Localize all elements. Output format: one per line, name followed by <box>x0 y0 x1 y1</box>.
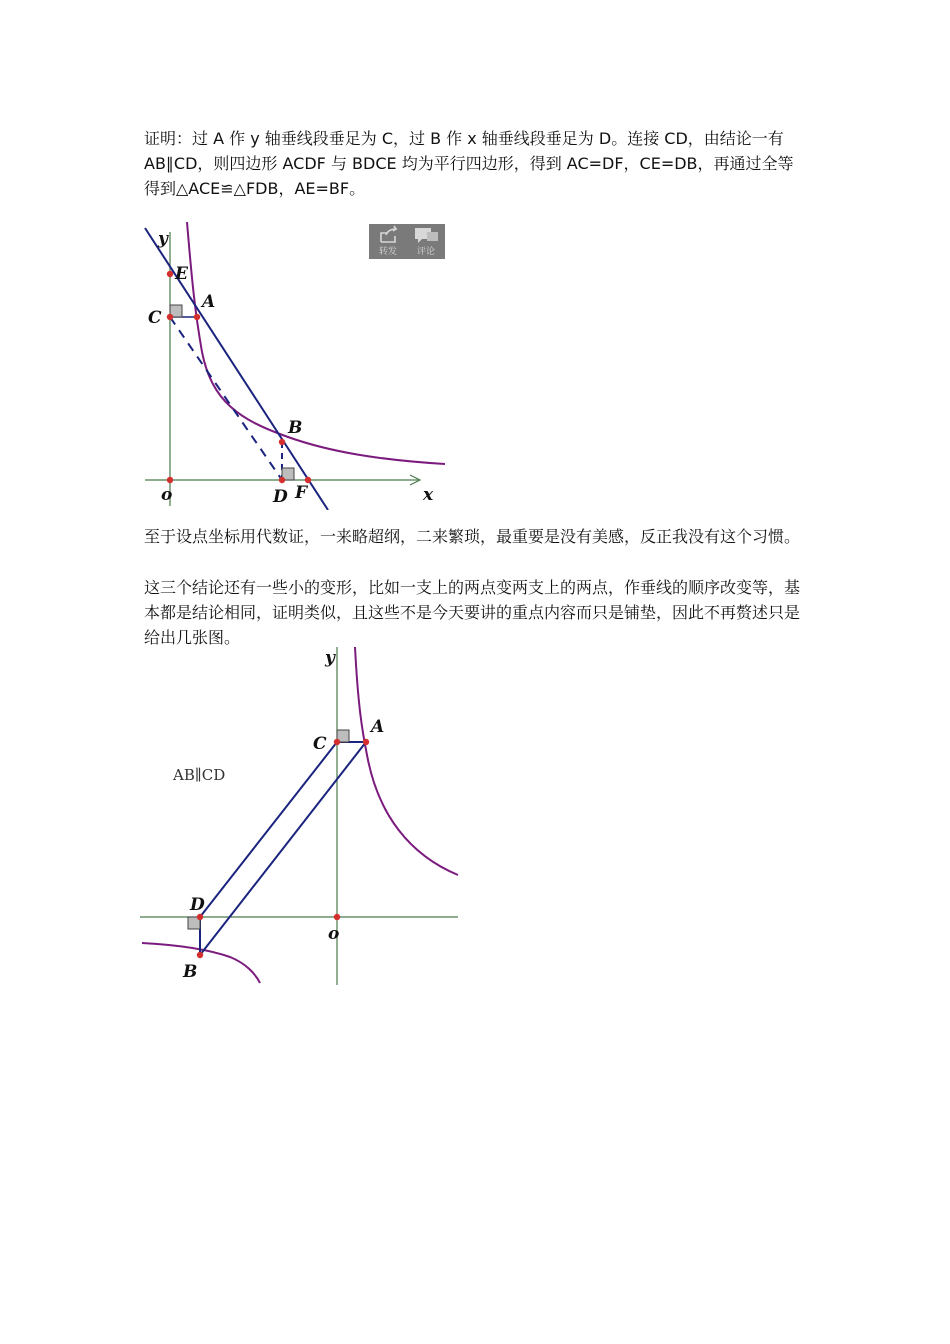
forward-button[interactable] <box>369 224 407 259</box>
point-b <box>197 952 203 958</box>
label-b: B <box>183 962 198 982</box>
note-paragraph: 至于设点坐标用代数证，一来略超纲，二来繁琐，最重要是没有美感，反正我没有这个习惯。 <box>144 527 801 546</box>
point-o <box>334 914 340 920</box>
label-d: D <box>190 895 205 915</box>
share-icon <box>369 224 407 246</box>
point-c <box>167 314 173 320</box>
label-b: B <box>288 418 303 438</box>
label-a: A <box>202 292 216 312</box>
point-a <box>363 739 369 745</box>
point-o <box>167 477 173 483</box>
figure-2 <box>140 645 460 987</box>
variation-paragraph: 这三个结论还有一些小的变形，比如一支上的两点变两支上的两点，作垂线的顺序改变等，基本都是结论相同，证明类似，且这些不是今天要讲的重点内容而只是铺垫，因此不再赘述只是给出几张图。 <box>144 578 801 647</box>
point-a <box>194 314 200 320</box>
figure-1 <box>140 222 450 510</box>
forward-label: 转发 <box>378 247 397 257</box>
label-a: A <box>371 717 385 737</box>
segment-cd <box>170 317 282 480</box>
y-axis-label: y <box>158 229 168 249</box>
parallel-annotation: AB∥CD <box>173 766 226 784</box>
comment-label: 评论 <box>416 247 435 257</box>
label-c: C <box>313 734 327 754</box>
point-e <box>167 271 173 277</box>
figure-1-graph <box>140 222 450 510</box>
comment-icon <box>407 224 445 246</box>
label-d: D <box>273 487 288 507</box>
origin-label: o <box>328 924 340 944</box>
label-f: F <box>295 483 308 503</box>
point-c <box>334 739 340 745</box>
origin-label: o <box>161 485 173 505</box>
proof-paragraph: 证明：过 A 作 y 轴垂线段垂足为 C，过 B 作 x 轴垂线段垂足为 D。连接 CD，由结论一有 AB∥CD，则四边形 ACDF 与 BDCE 均为平行四边形，得到 AC=DF，CE=DB，再通过全等得到△ACE≌△FDB，AE=BF。 <box>144 129 794 198</box>
figure-2-graph <box>140 645 460 987</box>
hyperbola-upper-branch <box>355 647 458 875</box>
share-toolbar <box>369 224 445 259</box>
y-axis-label: y <box>325 648 335 668</box>
label-c: C <box>148 308 162 328</box>
line-ab <box>145 228 328 510</box>
comment-button[interactable] <box>407 224 445 259</box>
point-b <box>279 439 285 445</box>
label-e: E <box>175 264 188 284</box>
x-axis-label: x <box>423 485 434 505</box>
point-d <box>279 477 285 483</box>
